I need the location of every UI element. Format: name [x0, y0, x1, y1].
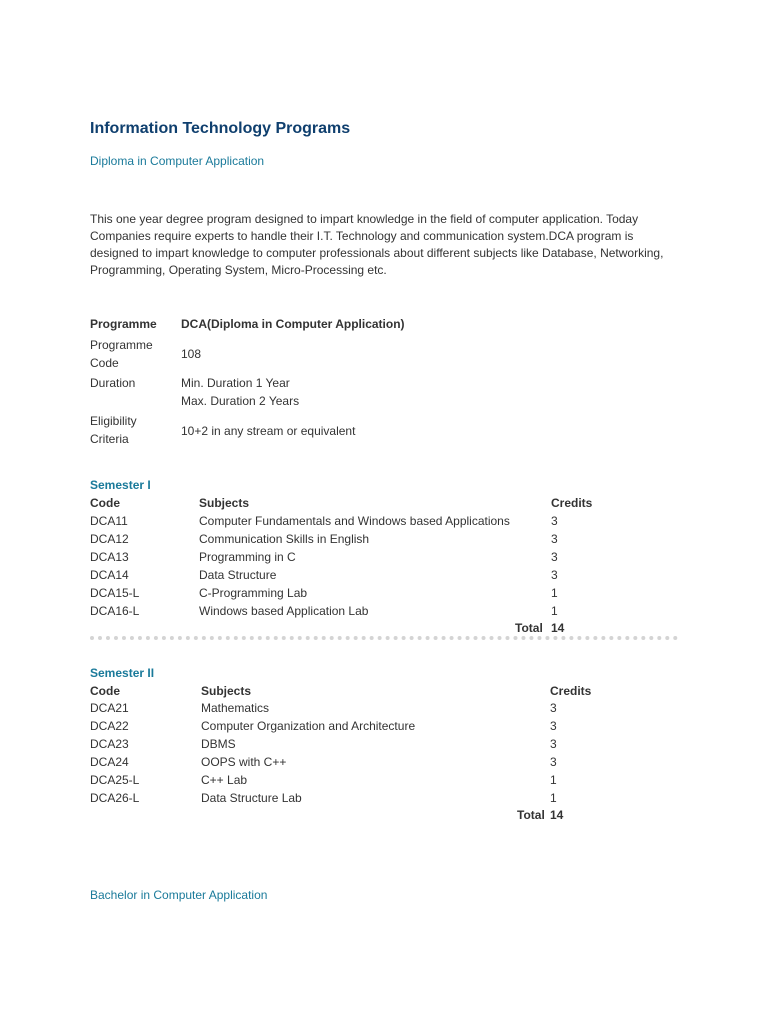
table-row-subject: C-Programming Lab: [199, 586, 308, 600]
semester-1-credits-header: Credits: [551, 496, 593, 510]
table-row-credits: 3: [550, 755, 557, 769]
diploma-program-link[interactable]: Diploma in Computer Application: [90, 154, 265, 168]
table-row-code: DCA22: [90, 719, 129, 733]
table-row-credits: 3: [551, 568, 558, 582]
programme-code-label: Programme: [90, 338, 153, 352]
table-row-subject: OOPS with C++: [201, 755, 287, 769]
table-row-code: DCA23: [90, 737, 129, 751]
semester-2-title: Semester II: [90, 666, 155, 680]
table-row-credits: 1: [551, 586, 558, 600]
table-row-code: DCA24: [90, 755, 129, 769]
eligibility-label-2: Criteria: [90, 432, 129, 446]
table-row-subject: C++ Lab: [201, 773, 248, 787]
semester-2-code-header: Code: [90, 684, 120, 698]
table-row-subject: Communication Skills in English: [199, 532, 370, 546]
table-row-credits: 3: [550, 701, 557, 715]
table-row-code: DCA15-L: [90, 586, 140, 600]
semester-2-total-value: 14: [550, 808, 564, 822]
table-row-subject: DBMS: [201, 737, 236, 751]
table-row-code: DCA16-L: [90, 604, 140, 618]
eligibility-label: Eligibility: [90, 414, 137, 428]
duration-max: Max. Duration 2 Years: [181, 394, 300, 408]
table-row-credits: 3: [550, 719, 557, 733]
programme-code-value: 108: [181, 347, 202, 361]
table-row-credits: 3: [550, 737, 557, 751]
page-title: Information Technology Programs: [90, 120, 351, 137]
table-row-subject: Computer Fundamentals and Windows based Applications: [199, 514, 510, 528]
table-row-subject: Programming in C: [199, 550, 296, 564]
duration-min: Min. Duration 1 Year: [181, 376, 290, 390]
semester-2-total-label: Total: [517, 808, 545, 822]
programme-label: Programme: [90, 317, 157, 331]
table-row-subject: Data Structure Lab: [201, 791, 302, 805]
table-row-credits: 3: [551, 514, 558, 528]
table-row-credits: 1: [550, 773, 557, 787]
semester-1-title: Semester I: [90, 478, 151, 492]
table-row-subject: Windows based Application Lab: [199, 604, 369, 618]
programme-code-label-2: Code: [90, 356, 119, 370]
table-row-credits: 3: [551, 532, 558, 546]
table-row-credits: 1: [550, 791, 557, 805]
semester-1-code-header: Code: [90, 496, 120, 510]
semester-1-subjects-header: Subjects: [199, 496, 250, 510]
program-intro: This one year degree program designed to impart knowledge in the field of computer application. Today Companies require experts to handle their I.T. Technology and communication system.DCA program is designed to impart knowledge to computer professionals about different subjects like Database, Networking, Programming, Operating System, Micro-Processing etc.: [90, 212, 664, 277]
bca-program-link[interactable]: Bachelor in Computer Application: [90, 888, 268, 902]
programme-value: DCA(Diploma in Computer Application): [181, 317, 405, 331]
semester-2-credits-header: Credits: [550, 684, 592, 698]
table-row-credits: 1: [551, 604, 558, 618]
table-row-code: DCA11: [90, 514, 128, 528]
semester-1-total-label: Total: [515, 621, 543, 635]
eligibility-value: 10+2 in any stream or equivalent: [181, 424, 356, 438]
semester-1-total-value: 14: [551, 621, 565, 635]
semester-2-subjects-header: Subjects: [201, 684, 252, 698]
table-row-subject: Mathematics: [201, 701, 270, 715]
table-row-code: DCA12: [90, 532, 129, 546]
table-row-subject: Computer Organization and Architecture: [201, 719, 416, 733]
table-row-code: DCA13: [90, 550, 129, 564]
table-row-code: DCA25-L: [90, 773, 140, 787]
section-divider: [90, 636, 678, 640]
table-row-code: DCA26-L: [90, 791, 140, 805]
duration-label: Duration: [90, 376, 136, 390]
table-row-code: DCA14: [90, 568, 129, 582]
table-row-credits: 3: [551, 550, 558, 564]
table-row-code: DCA21: [90, 701, 129, 715]
table-row-subject: Data Structure: [199, 568, 277, 582]
